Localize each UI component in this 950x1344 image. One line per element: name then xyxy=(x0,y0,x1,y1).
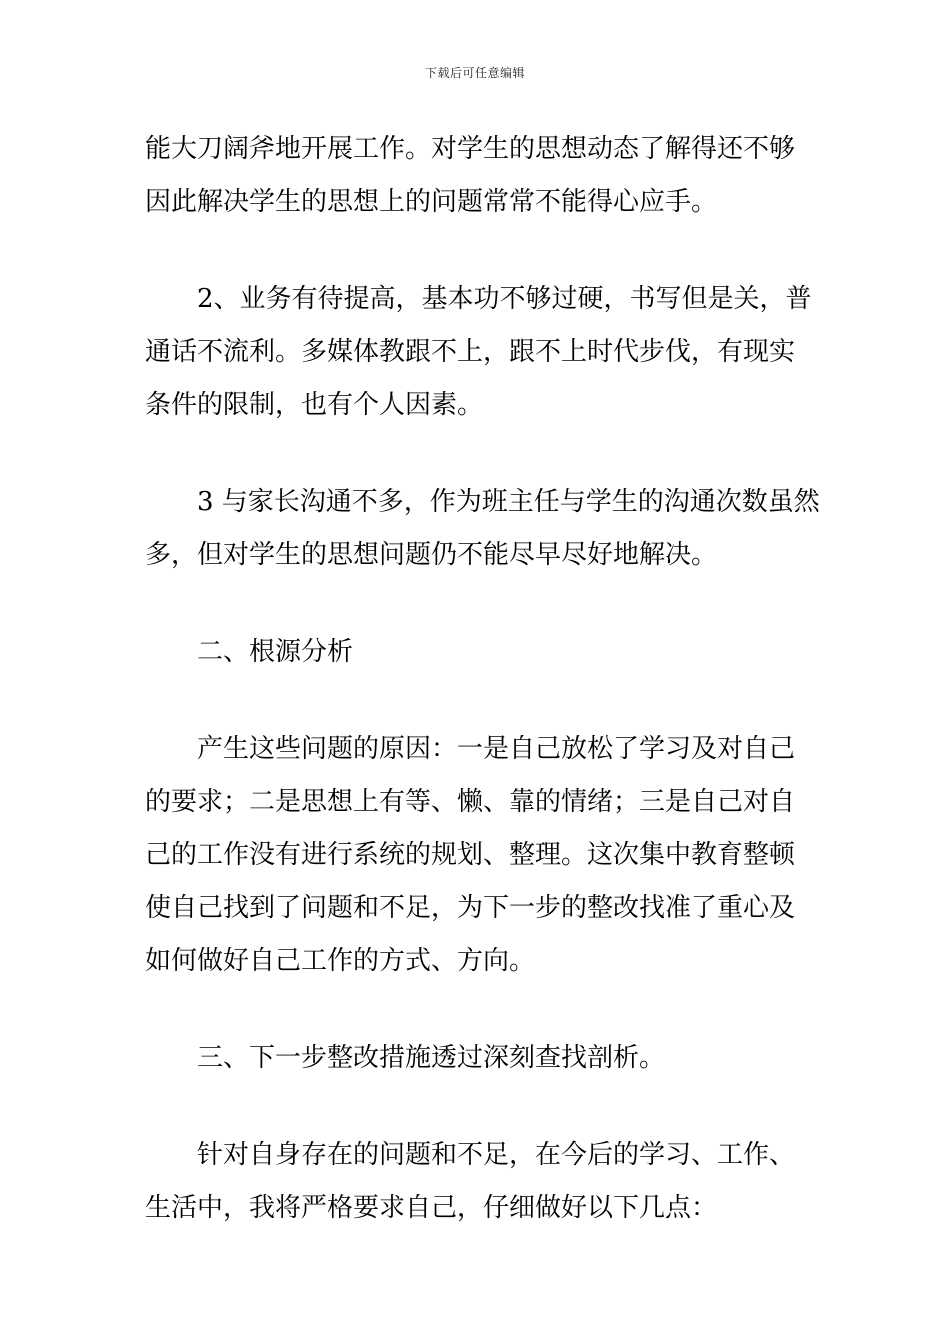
paragraph-line: 3 与家长沟通不多，作为班主任与学生的沟通次数虽然 xyxy=(197,487,820,517)
paragraph-line: 使自己找到了问题和不足，为下一步的整改找准了重心及 xyxy=(145,893,796,923)
paragraph-line: 因此解决学生的思想上的问题常常不能得心应手。 xyxy=(145,187,718,217)
section-heading-text: 二、根源分析 xyxy=(197,637,354,667)
document-body xyxy=(145,123,820,1235)
section-heading-root-cause xyxy=(145,626,810,679)
paragraph-gap xyxy=(145,582,810,626)
paragraph-line: 针对自身存在的问题和不足，在今后的学习、工作、 xyxy=(197,1140,796,1170)
paragraph-line: 2、业务有待提高，基本功不够过硬，书写但是关，普 xyxy=(197,284,812,314)
paragraph-gap xyxy=(145,679,810,723)
paragraph-gap xyxy=(145,1085,810,1129)
paragraph-5 xyxy=(145,723,810,988)
header-note: 下载后可任意编辑 xyxy=(424,66,525,80)
paragraph-gap xyxy=(145,988,810,1032)
paragraph-line: 的要求；二是思想上有等、懒、靠的情绪；三是自己对自 xyxy=(145,787,796,817)
paragraph-gap xyxy=(145,229,810,273)
paragraph-gap xyxy=(145,432,810,476)
paragraph-line: 己的工作没有进行系统的规划、整理。这次集中教育整顿 xyxy=(145,840,796,870)
section-heading-text: 三、下一步整改措施透过深刻查找剖析。 xyxy=(197,1043,666,1073)
paragraph-2 xyxy=(145,273,810,432)
paragraph-3 xyxy=(145,476,820,582)
paragraph-1 xyxy=(145,123,810,229)
paragraph-line: 多，但对学生的思想问题仍不能尽早尽好地解决。 xyxy=(145,540,718,570)
paragraph-line: 通话不流利。多媒体教跟不上，跟不上时代步伐，有现实 xyxy=(145,337,796,367)
paragraph-line: 生活中，我将严格要求自己，仔细做好以下几点： xyxy=(145,1193,718,1223)
paragraph-line: 能大刀阔斧地开展工作。对学生的思想动态了解得还不够 xyxy=(145,134,796,164)
paragraph-line: 产生这些问题的原因：一是自己放松了学习及对自己 xyxy=(197,734,796,764)
section-heading-next-steps xyxy=(145,1032,810,1085)
paragraph-line: 条件的限制，也有个人因素。 xyxy=(145,390,484,420)
paragraph-7 xyxy=(145,1129,810,1235)
paragraph-line: 如何做好自己工作的方式、方向。 xyxy=(145,946,536,976)
